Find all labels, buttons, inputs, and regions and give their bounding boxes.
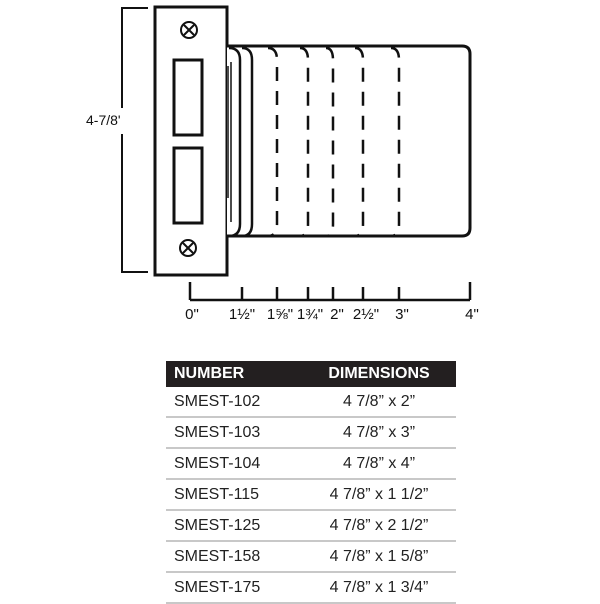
strike-plate [155, 7, 227, 275]
part-number: SMEST-175 [166, 572, 302, 603]
dimensions-value: 4 7/8” x 2 1/2” [302, 510, 456, 541]
ruler-tick-label: 0" [185, 306, 199, 323]
strike-cutout-top [174, 60, 202, 135]
part-number: SMEST-104 [166, 448, 302, 479]
ruler-tick-label: 2½" [352, 306, 380, 323]
screw-icon [180, 240, 196, 256]
ruler [190, 282, 470, 300]
dimensions-value: 4 7/8” x 1 5/8” [302, 541, 456, 572]
table-row [166, 572, 456, 603]
ruler-tick-label: 1⅝" [266, 306, 294, 323]
table-row [166, 387, 456, 417]
dimensions-value: 4 7/8” x 1 1/2” [302, 479, 456, 510]
table-header-row [166, 361, 456, 387]
column-header-number: NUMBER [166, 361, 302, 387]
dimensions-value: 4 7/8” x 4” [302, 448, 456, 479]
ruler-tick-label: 4" [465, 306, 479, 323]
height-dimension-label: 4-7/8' [86, 112, 121, 128]
table-row [166, 417, 456, 448]
part-number: SMEST-102 [166, 387, 302, 417]
part-number: SMEST-125 [166, 510, 302, 541]
dimensions-table [166, 361, 456, 604]
strike-cutout-bottom [174, 148, 202, 223]
dimensions-value: 4 7/8” x 2” [302, 387, 456, 417]
dimensions-value: 4 7/8” x 1 3/4” [302, 572, 456, 603]
part-number: SMEST-103 [166, 417, 302, 448]
ruler-tick-label: 1½" [228, 306, 256, 323]
height-dimension-line [122, 8, 148, 272]
part-number: SMEST-158 [166, 541, 302, 572]
column-header-dimensions: DIMENSIONS [302, 361, 456, 387]
ruler-tick-label: 3" [395, 306, 409, 323]
table-row [166, 448, 456, 479]
dimensions-value: 4 7/8” x 3” [302, 417, 456, 448]
extended-lip [227, 46, 470, 236]
screw-icon [181, 22, 197, 38]
table-row [166, 510, 456, 541]
part-number: SMEST-115 [166, 479, 302, 510]
table-row [166, 479, 456, 510]
ruler-tick-label: 2" [330, 306, 344, 323]
ruler-tick-label: 1¾" [296, 306, 324, 323]
table-row [166, 541, 456, 572]
